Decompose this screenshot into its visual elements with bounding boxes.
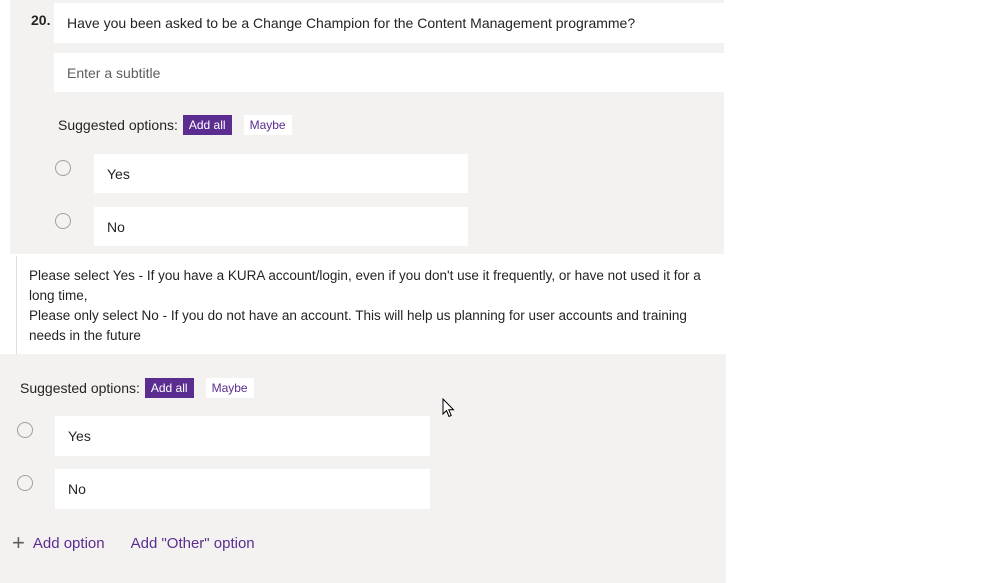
- add-all-button-2[interactable]: Add all: [145, 378, 194, 398]
- question-number: 20.: [31, 12, 51, 28]
- question-description-field[interactable]: [16, 256, 724, 354]
- plus-icon: +: [12, 530, 25, 555]
- option-field-no[interactable]: [94, 207, 468, 246]
- radio-button-icon: [55, 213, 71, 229]
- maybe-suggestion-button-2[interactable]: Maybe: [206, 378, 254, 398]
- add-option-row: [12, 530, 255, 555]
- add-all-button[interactable]: Add all: [183, 115, 232, 135]
- maybe-suggestion-button[interactable]: Maybe: [244, 115, 292, 135]
- suggested-options-label: Suggested options:: [20, 380, 140, 396]
- option-label: Yes: [68, 428, 91, 444]
- description-line-1: Please select Yes - If you have a KURA account/login, even if you don't use it frequently, or have not used it for a long time,: [29, 268, 701, 303]
- question-title-text: Have you been asked to be a Change Champion for the Content Management programme?: [67, 15, 636, 31]
- question-title-field[interactable]: [54, 3, 724, 43]
- description-line-2: Please only select No - If you do not have an account. This will help us planning for user accounts and training needs in the future: [29, 308, 687, 343]
- option-field-yes[interactable]: [94, 154, 468, 193]
- option-label: Yes: [107, 165, 130, 182]
- subtitle-field[interactable]: [54, 53, 724, 92]
- radio-button-icon: [17, 475, 33, 491]
- option-field-yes-2[interactable]: [55, 416, 430, 456]
- option-label: No: [107, 218, 125, 235]
- suggested-options-label: Suggested options:: [58, 117, 178, 133]
- radio-button-icon: [55, 160, 71, 176]
- suggested-options-2: [20, 378, 254, 398]
- suggested-options: [58, 115, 292, 135]
- radio-button-icon: [17, 422, 33, 438]
- subtitle-placeholder: Enter a subtitle: [67, 64, 161, 81]
- mouse-cursor-icon: [442, 398, 456, 418]
- option-label: No: [68, 481, 86, 497]
- add-other-option-button[interactable]: Add "Other" option: [130, 534, 255, 552]
- option-field-no-2[interactable]: [55, 469, 430, 509]
- add-option-button[interactable]: Add option: [32, 534, 105, 552]
